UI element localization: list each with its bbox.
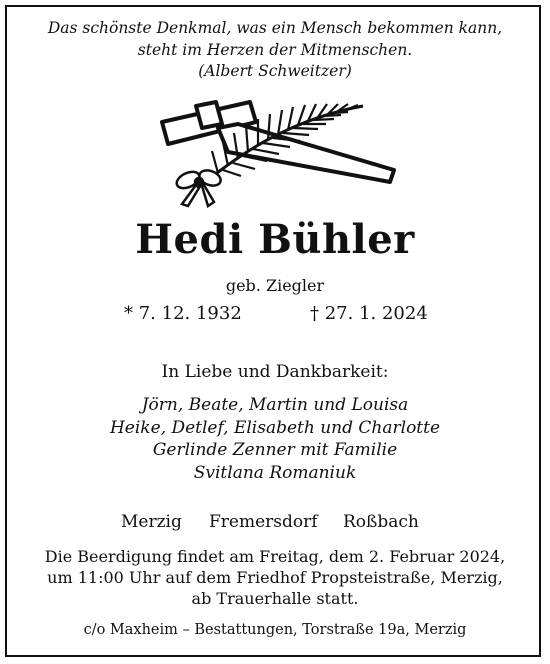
funeral-line: um 11:00 Uhr auf dem Friedhof Propsteistraße, Merzig, — [47, 568, 503, 587]
funeral-line: ab Trauerhalle statt. — [191, 589, 359, 608]
undertaker-address: c/o Maxheim – Bestattungen, Torstraße 19a, Merzig — [83, 622, 467, 638]
place-rossbach: Roßbach — [343, 512, 419, 532]
cross-with-palm-frond-and-ribbon-icon — [158, 100, 398, 210]
deceased-name: Hedi Bühler — [135, 216, 415, 263]
place-merzig: Merzig — [121, 512, 182, 532]
funeral-info — [0, 546, 550, 609]
birth-date: * 7. 12. 1932 — [124, 303, 242, 324]
mourner-line: Gerlinde Zenner mit Familie — [152, 440, 398, 460]
mourner-line: Svitlana Romaniuk — [193, 462, 357, 483]
maiden-name: geb. Ziegler — [225, 276, 325, 295]
mourners-list — [0, 394, 550, 484]
quote-line: steht im Herzen der Mitmenschen. — [137, 40, 413, 59]
mourner-line: Heike, Detlef, Elisabeth und Charlotte — [109, 417, 441, 438]
death-date: † 27. 1. 2024 — [310, 303, 428, 324]
mourner-line: Jörn, Beate, Martin und Louisa — [141, 395, 409, 415]
place-fremersdorf: Fremersdorf — [209, 512, 318, 532]
gratitude-intro: In Liebe und Dankbarkeit: — [161, 362, 389, 382]
funeral-line: Die Beerdigung findet am Freitag, dem 2. Februar 2024, — [44, 547, 506, 566]
memorial-quote — [0, 18, 550, 83]
quote-line: Das schönste Denkmal, was ein Mensch bekommen kann, — [47, 19, 503, 37]
quote-attribution: (Albert Schweitzer) — [198, 62, 352, 80]
